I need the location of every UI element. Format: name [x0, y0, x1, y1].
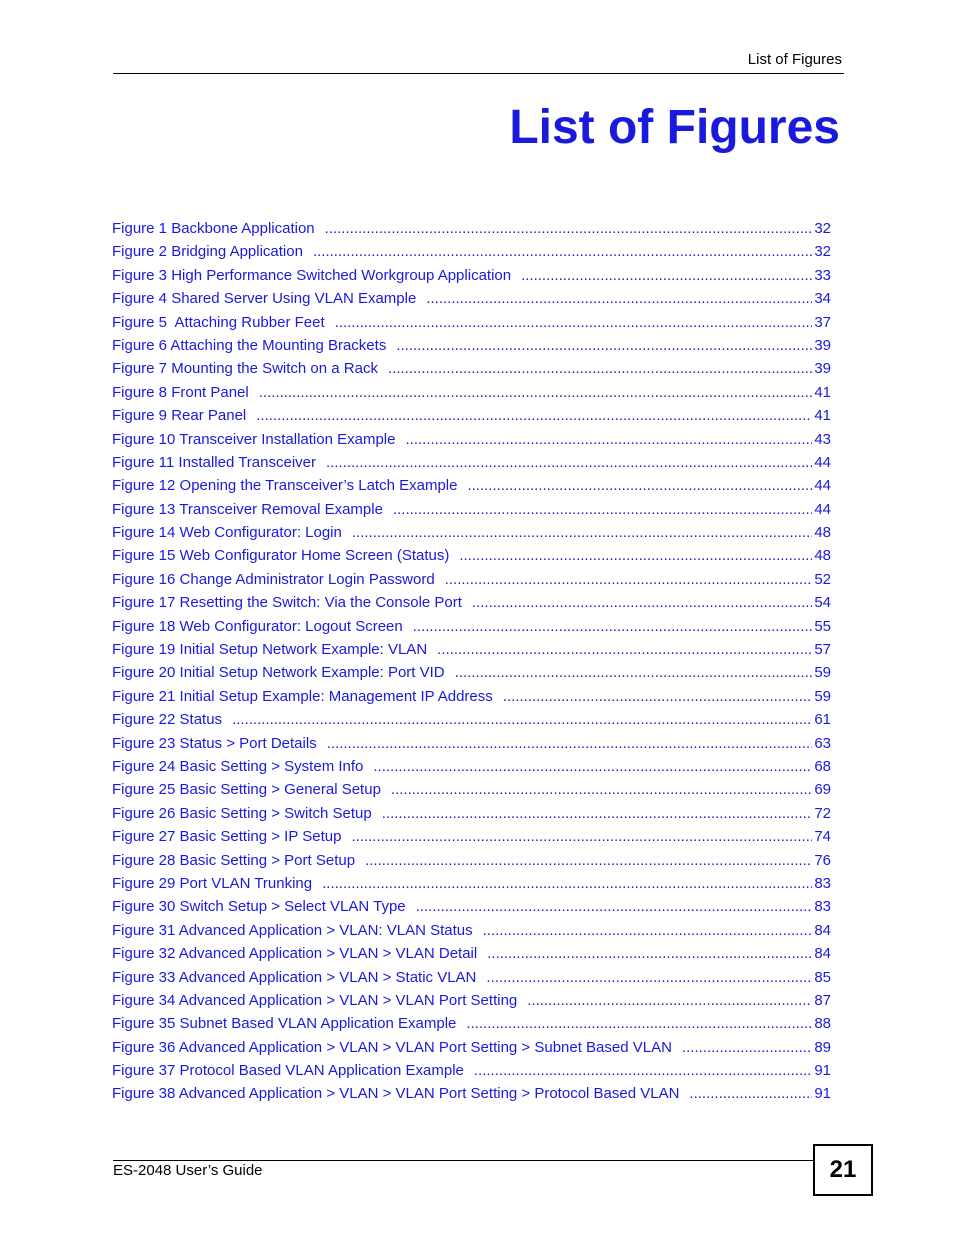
- figure-page-number[interactable]: 43: [814, 430, 831, 448]
- figure-page-number[interactable]: 37: [814, 313, 831, 331]
- dot-leader: [521, 264, 812, 287]
- figure-page-number[interactable]: 84: [814, 921, 831, 939]
- figure-page-number[interactable]: 89: [814, 1038, 831, 1056]
- running-header: List of Figures: [747, 51, 842, 68]
- figure-entry-5[interactable]: [112, 311, 831, 334]
- figure-page-number[interactable]: 39: [814, 360, 831, 378]
- figure-label[interactable]: Figure 23 Status > Port Details: [112, 734, 317, 752]
- dot-leader: [232, 708, 812, 731]
- figure-page-number[interactable]: 32: [814, 243, 831, 261]
- figure-label[interactable]: Figure 2 Bridging Application: [112, 243, 303, 261]
- figure-page-number[interactable]: 48: [814, 524, 831, 542]
- figure-page-number[interactable]: 61: [814, 711, 831, 729]
- figure-entry-4[interactable]: [112, 287, 831, 310]
- figure-entry-24[interactable]: [112, 755, 831, 778]
- figure-page-number[interactable]: 72: [814, 804, 831, 822]
- figure-label[interactable]: Figure 33 Advanced Application > VLAN > Static VLAN: [112, 968, 477, 986]
- dot-leader: [391, 778, 812, 801]
- dot-leader: [503, 685, 813, 708]
- figure-label[interactable]: Figure 13 Transceiver Removal Example: [112, 500, 383, 518]
- figure-label[interactable]: Figure 24 Basic Setting > System Info: [112, 757, 364, 775]
- dot-leader: [326, 451, 812, 474]
- dot-leader: [416, 895, 813, 918]
- figure-page-number[interactable]: 44: [814, 500, 831, 518]
- figure-entry-18[interactable]: [112, 615, 831, 638]
- figure-page-number[interactable]: 59: [814, 687, 831, 705]
- figure-page-number[interactable]: 74: [814, 828, 831, 846]
- figure-entry-19[interactable]: [112, 638, 831, 661]
- figure-page-number[interactable]: 84: [814, 945, 831, 963]
- figure-page-number[interactable]: 52: [814, 570, 831, 588]
- figure-page-number[interactable]: 57: [814, 641, 831, 659]
- figure-label[interactable]: Figure 10 Transceiver Installation Example: [112, 430, 396, 448]
- dot-leader: [459, 544, 812, 567]
- dot-leader: [382, 802, 813, 825]
- figure-page-number[interactable]: 83: [814, 898, 831, 916]
- footer-divider: [113, 1160, 815, 1161]
- figure-page-number[interactable]: 34: [814, 290, 831, 308]
- dot-leader: [527, 989, 812, 1012]
- dot-leader: [413, 615, 813, 638]
- dot-leader: [256, 404, 812, 427]
- figure-page-number[interactable]: 48: [814, 547, 831, 565]
- figure-entry-7[interactable]: [112, 357, 831, 380]
- figure-label[interactable]: Figure 9 Rear Panel: [112, 407, 247, 425]
- figure-label[interactable]: Figure 34 Advanced Application > VLAN > VLAN Port Setting: [112, 991, 518, 1009]
- figure-entry-10[interactable]: [112, 428, 831, 451]
- dot-leader: [486, 966, 812, 989]
- dot-leader: [437, 638, 812, 661]
- figure-label[interactable]: Figure 5 Attaching Rubber Feet: [112, 313, 325, 331]
- figure-entry-35[interactable]: [112, 1012, 831, 1035]
- figure-page-number[interactable]: 59: [814, 664, 831, 682]
- dot-leader: [467, 474, 812, 497]
- figure-label[interactable]: Figure 37 Protocol Based VLAN Application Example: [112, 1062, 464, 1080]
- figure-page-number[interactable]: 39: [814, 336, 831, 354]
- page-title: List of Figures: [509, 101, 840, 154]
- figure-page-number[interactable]: 41: [814, 407, 831, 425]
- figure-label[interactable]: Figure 18 Web Configurator: Logout Screen: [112, 617, 403, 635]
- figure-label[interactable]: Figure 27 Basic Setting > IP Setup: [112, 828, 342, 846]
- figure-entry-25[interactable]: [112, 778, 831, 801]
- dot-leader: [487, 942, 812, 965]
- figure-page-number[interactable]: 83: [814, 874, 831, 892]
- figure-entry-28[interactable]: [112, 849, 831, 872]
- dot-leader: [466, 1012, 812, 1035]
- header-divider: [113, 73, 844, 74]
- dot-leader: [365, 849, 812, 872]
- dot-leader: [322, 872, 812, 895]
- dot-leader: [426, 287, 812, 310]
- figure-entry-16[interactable]: [112, 568, 831, 591]
- figure-page-number[interactable]: 68: [814, 757, 831, 775]
- dot-leader: [455, 661, 813, 684]
- figure-page-number[interactable]: 41: [814, 383, 831, 401]
- figure-entry-22[interactable]: [112, 708, 831, 731]
- dot-leader: [259, 381, 813, 404]
- figure-entry-11[interactable]: [112, 451, 831, 474]
- figure-entry-37[interactable]: [112, 1059, 831, 1082]
- figure-entry-8[interactable]: [112, 381, 831, 404]
- dot-leader: [373, 755, 812, 778]
- figure-label[interactable]: Figure 3 High Performance Switched Workgroup Application: [112, 266, 512, 284]
- figure-entry-21[interactable]: [112, 685, 831, 708]
- figure-label[interactable]: Figure 30 Switch Setup > Select VLAN Type: [112, 898, 406, 916]
- figure-entry-14[interactable]: [112, 521, 831, 544]
- figure-entry-30[interactable]: [112, 895, 831, 918]
- figure-page-number[interactable]: 44: [814, 477, 831, 495]
- figure-label[interactable]: Figure 26 Basic Setting > Switch Setup: [112, 804, 372, 822]
- figure-entry-32[interactable]: [112, 942, 831, 965]
- figure-entry-26[interactable]: [112, 802, 831, 825]
- figure-label[interactable]: Figure 4 Shared Server Using VLAN Example: [112, 290, 417, 308]
- dot-leader: [393, 498, 812, 521]
- figure-label[interactable]: Figure 7 Mounting the Switch on a Rack: [112, 360, 378, 378]
- dot-leader: [313, 240, 812, 263]
- figure-label[interactable]: Figure 20 Initial Setup Network Example: Port VID: [112, 664, 445, 682]
- dot-leader: [472, 591, 812, 614]
- figure-label[interactable]: Figure 25 Basic Setting > General Setup: [112, 781, 381, 799]
- dot-leader: [335, 311, 813, 334]
- figure-list: [112, 217, 831, 1106]
- figure-page-number[interactable]: 54: [814, 594, 831, 612]
- figure-page-number[interactable]: 76: [814, 851, 831, 869]
- figure-page-number[interactable]: 33: [814, 266, 831, 284]
- dot-leader: [474, 1059, 812, 1082]
- figure-entry-36[interactable]: [112, 1036, 831, 1059]
- figure-label[interactable]: Figure 38 Advanced Application > VLAN > VLAN Port Setting > Protocol Based VLAN: [112, 1085, 680, 1103]
- figure-label[interactable]: Figure 15 Web Configurator Home Screen (Status): [112, 547, 450, 565]
- dot-leader: [682, 1036, 812, 1059]
- figure-page-number[interactable]: 44: [814, 453, 831, 471]
- dot-leader: [405, 428, 812, 451]
- figure-page-number[interactable]: 87: [814, 991, 831, 1009]
- figure-entry-6[interactable]: [112, 334, 831, 357]
- dot-leader: [327, 732, 813, 755]
- figure-entry-9[interactable]: [112, 404, 831, 427]
- figure-entry-27[interactable]: [112, 825, 831, 848]
- dot-leader: [689, 1082, 812, 1105]
- figure-entry-23[interactable]: [112, 732, 831, 755]
- figure-entry-31[interactable]: [112, 919, 831, 942]
- figure-label[interactable]: Figure 1 Backbone Application: [112, 220, 315, 237]
- dot-leader: [396, 334, 812, 357]
- figure-entry-17[interactable]: [112, 591, 831, 614]
- figure-entry-38[interactable]: [112, 1082, 831, 1105]
- dot-leader: [352, 521, 812, 544]
- figure-label[interactable]: Figure 8 Front Panel: [112, 383, 249, 401]
- dot-leader: [351, 825, 812, 848]
- figure-label[interactable]: Figure 16 Change Administrator Login Password: [112, 570, 435, 588]
- figure-label[interactable]: Figure 35 Subnet Based VLAN Application Example: [112, 1015, 457, 1033]
- figure-label[interactable]: Figure 28 Basic Setting > Port Setup: [112, 851, 356, 869]
- figure-entry-13[interactable]: [112, 498, 831, 521]
- figure-page-number[interactable]: 69: [814, 781, 831, 799]
- figure-entry-12[interactable]: [112, 474, 831, 497]
- figure-page-number[interactable]: 55: [814, 617, 831, 635]
- figure-label[interactable]: Figure 22 Status: [112, 711, 223, 729]
- figure-entry-3[interactable]: [112, 264, 831, 287]
- figure-entry-29[interactable]: [112, 872, 831, 895]
- figure-entry-15[interactable]: [112, 544, 831, 567]
- figure-label[interactable]: Figure 21 Initial Setup Example: Management IP Address: [112, 687, 493, 705]
- figure-label[interactable]: Figure 29 Port VLAN Trunking: [112, 874, 313, 892]
- figure-label[interactable]: Figure 6 Attaching the Mounting Brackets: [112, 336, 387, 354]
- figure-page-number[interactable]: 63: [814, 734, 831, 752]
- figure-label[interactable]: Figure 11 Installed Transceiver: [112, 453, 316, 471]
- figure-page-number[interactable]: 85: [814, 968, 831, 986]
- figure-label[interactable]: Figure 32 Advanced Application > VLAN > VLAN Detail: [112, 945, 478, 963]
- figure-page-number[interactable]: 88: [814, 1015, 831, 1033]
- figure-entry-33[interactable]: [112, 966, 831, 989]
- figure-page-number[interactable]: 91: [814, 1062, 831, 1080]
- page-number: 21: [813, 1144, 873, 1196]
- figure-entry-34[interactable]: [112, 989, 831, 1012]
- figure-entry-20[interactable]: [112, 661, 831, 684]
- figure-label[interactable]: Figure 14 Web Configurator: Login: [112, 524, 342, 542]
- figure-page-number[interactable]: 32: [814, 220, 831, 237]
- figure-label[interactable]: Figure 19 Initial Setup Network Example: VLAN: [112, 641, 428, 659]
- dot-leader: [388, 357, 812, 380]
- dot-leader: [445, 568, 813, 591]
- dot-leader: [483, 919, 813, 942]
- footer-guide-name: ES-2048 User’s Guide: [113, 1162, 263, 1179]
- figure-label[interactable]: Figure 17 Resetting the Switch: Via the Console Port: [112, 594, 462, 612]
- figure-entry-1[interactable]: [112, 217, 831, 240]
- figure-page-number[interactable]: 91: [814, 1085, 831, 1103]
- figure-label[interactable]: Figure 31 Advanced Application > VLAN: VLAN Status: [112, 921, 473, 939]
- figure-label[interactable]: Figure 36 Advanced Application > VLAN > VLAN Port Setting > Subnet Based VLAN: [112, 1038, 672, 1056]
- figure-label[interactable]: Figure 12 Opening the Transceiver’s Latch Example: [112, 477, 458, 495]
- dot-leader: [325, 217, 813, 240]
- figure-entry-2[interactable]: [112, 240, 831, 263]
